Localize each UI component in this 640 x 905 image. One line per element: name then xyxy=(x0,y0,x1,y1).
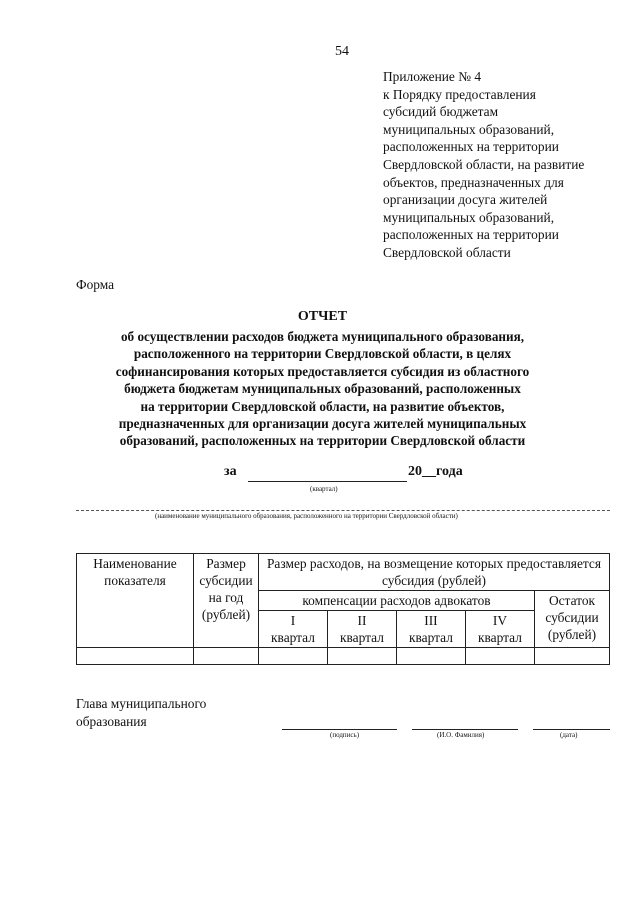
header-quarter-3: III квартал xyxy=(396,611,465,648)
form-label: Форма xyxy=(76,277,115,292)
appendix-line: объектов, предназначенных для xyxy=(383,174,564,190)
subtitle-line: предназначенных для организации досуга жителей муниципальных xyxy=(118,416,527,432)
period-year: 20__года xyxy=(408,464,463,479)
appendix-line: Свердловской области xyxy=(383,244,511,260)
header-subsidy-size: Размер субсидии на год (рублей) xyxy=(194,554,259,648)
header-quarter-2: II квартал xyxy=(327,611,396,648)
table-cell[interactable] xyxy=(327,648,396,665)
date-hint: (дата) xyxy=(560,731,578,739)
header-quarter-4: IV квартал xyxy=(465,611,534,648)
appendix-block xyxy=(383,68,633,262)
municipality-field[interactable] xyxy=(76,510,610,511)
appendix-line: расположенных на территории xyxy=(383,227,559,243)
table-cell[interactable] xyxy=(535,648,610,665)
table-cell[interactable] xyxy=(77,648,194,665)
table-cell[interactable] xyxy=(194,648,259,665)
subtitle-line: об осуществлении расходов бюджета муниципального образования, xyxy=(120,329,525,344)
report-table xyxy=(76,553,610,665)
municipality-hint: (наименование муниципального образования, расположенного на территории Свердловской области) xyxy=(155,512,458,520)
signatory-title: Глава муниципального образования xyxy=(76,696,207,729)
header-remainder: Остаток субсидии (рублей) xyxy=(535,591,610,648)
period-prefix: за xyxy=(224,464,237,479)
header-compensation: компенсации расходов адвокатов xyxy=(259,591,535,611)
appendix-line: субсидий бюджетам xyxy=(383,104,499,120)
period-quarter-field[interactable] xyxy=(248,481,407,482)
subtitle-line: расположенного на территории Свердловской области, в целях xyxy=(133,346,512,362)
report-subtitle xyxy=(70,328,575,450)
header-indicator-name: Наименование показателя xyxy=(77,554,194,648)
date-field[interactable] xyxy=(533,729,610,730)
appendix-line: Свердловской области, на развитие xyxy=(383,156,585,172)
name-field[interactable] xyxy=(412,729,518,730)
page-number: 54 xyxy=(335,44,349,59)
appendix-line: расположенных на территории xyxy=(383,139,559,155)
table-row xyxy=(77,648,610,665)
appendix-line: организации досуга жителей xyxy=(383,192,548,208)
subtitle-line: бюджета бюджетам муниципальных образований, расположенных xyxy=(124,381,521,397)
subtitle-line: софинансирования которых предоставляется субсидия из областного xyxy=(115,363,530,379)
subtitle-line: на территории Свердловской области, на развитие объектов, xyxy=(140,398,505,414)
table-cell[interactable] xyxy=(396,648,465,665)
table-cell[interactable] xyxy=(259,648,328,665)
name-hint: (И.О. Фамилия) xyxy=(437,731,485,739)
period-hint: (квартал) xyxy=(310,485,338,493)
header-quarter-1: I квартал xyxy=(259,611,328,648)
subtitle-line: образований, расположенных на территории Свердловской области xyxy=(119,433,526,449)
appendix-line: муниципальных образований, xyxy=(383,121,555,137)
appendix-line: к Порядку предоставления xyxy=(383,86,536,102)
signature-hint: (подпись) xyxy=(330,731,360,739)
appendix-title: Приложение № 4 xyxy=(383,69,482,84)
appendix-line: муниципальных образований, xyxy=(383,209,555,225)
signature-field[interactable] xyxy=(282,729,397,730)
report-title: ОТЧЕТ xyxy=(297,309,348,324)
header-expenses: Размер расходов, на возмещение которых предоставляется субсидия (рублей) xyxy=(259,554,610,591)
table-cell[interactable] xyxy=(465,648,534,665)
